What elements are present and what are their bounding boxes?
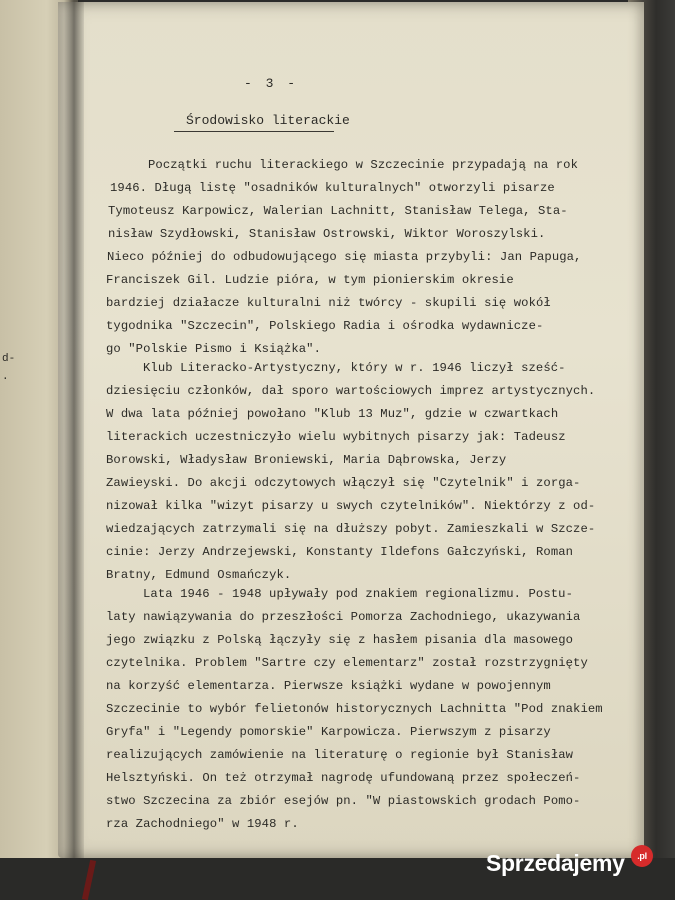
text-line: Bratny, Edmund Osmańczyk. bbox=[106, 568, 292, 582]
text-line: literackich uczestniczyło wielu wybitnych pisarzy jak: Tadeusz bbox=[106, 430, 566, 444]
text-line: bardziej działacze kulturalni niż twórcy - skupili się wokół bbox=[106, 296, 551, 310]
text-line: jego związku z Polską łączyły się z hasłem pisania dla masowego bbox=[106, 633, 574, 647]
text-line: wiedzających zatrzymali się na dłuższy pobyt. Zamieszkali w Szcze- bbox=[106, 522, 596, 536]
text-line: nizował kilka "wizyt pisarzy u swych czytelników". Niektórzy z od- bbox=[106, 499, 596, 513]
watermark bbox=[486, 850, 647, 877]
page-number: - 3 - bbox=[244, 76, 299, 91]
text-line: nisław Szydłowski, Stanisław Ostrowski, Wiktor Woroszylski. bbox=[108, 227, 546, 241]
watermark-text: Sprzedajemy bbox=[486, 850, 625, 876]
text-line: Franciszek Gil. Ludzie pióra, w tym pionierskim okresie bbox=[106, 273, 514, 287]
text-line: cinie: Jerzy Andrzejewski, Konstanty Ildefons Gałczyński, Roman bbox=[106, 545, 574, 559]
text-line: Helsztyński. On też otrzymał nagrodę ufundowaną przez społeczeń- bbox=[106, 771, 581, 785]
text-line: W dwa lata później powołano "Klub 13 Muz", gdzie w czwartkach bbox=[106, 407, 559, 421]
text-line: 1946. Długą listę "osadników kulturalnych" otworzyli pisarze bbox=[110, 181, 555, 195]
watermark-badge: .pl bbox=[631, 845, 653, 867]
text-line: Borowski, Władysław Broniewski, Maria Dąbrowska, Jerzy bbox=[106, 453, 507, 467]
text-line: Tymoteusz Karpowicz, Walerian Lachnitt, Stanisław Telega, Sta- bbox=[108, 204, 568, 218]
text-line: na korzyść elementarza. Pierwsze książki wydane w powojennym bbox=[106, 679, 551, 693]
text-line: rza Zachodniego" w 1948 r. bbox=[106, 817, 299, 831]
text-line: Nieco później do odbudowującego się miasta przybyli: Jan Papuga, bbox=[107, 250, 582, 264]
text-line: Gryfa" i "Legendy pomorskie" Karpowicza. Pierwszym z pisarzy bbox=[106, 725, 551, 739]
left-page-fragment: . bbox=[2, 371, 9, 383]
heading-underline bbox=[174, 131, 334, 132]
text-line: Początki ruchu literackiego w Szczecinie przypadają na rok bbox=[148, 158, 578, 172]
text-line: go "Polskie Pismo i Książka". bbox=[106, 342, 321, 356]
text-line: stwo Szczecina za zbiór esejów pn. "W piastowskich grodach Pomo- bbox=[106, 794, 581, 808]
section-heading: Środowisko literackie bbox=[186, 113, 350, 128]
text-line: tygodnika "Szczecin", Polskiego Radia i ośrodka wydawnicze- bbox=[106, 319, 544, 333]
text-line: Zawieyski. Do akcji odczytowych włączył się "Czytelnik" i zorga- bbox=[106, 476, 581, 490]
text-line: czytelnika. Problem "Sartre czy elementarz" został rozstrzygnięty bbox=[106, 656, 588, 670]
left-page-fragment: d- bbox=[2, 353, 16, 365]
text-line: Lata 1946 - 1948 upływały pod znakiem regionalizmu. Postu- bbox=[143, 587, 573, 601]
text-line: dziesięciu członków, dał sporo wartościowych imprez artystycznych. bbox=[106, 384, 596, 398]
text-line: Klub Literacko-Artystyczny, który w r. 1946 liczył sześć- bbox=[143, 361, 566, 375]
text-line: Szczecinie to wybór felietonów historycznych Lachnitta "Pod znakiem bbox=[106, 702, 603, 716]
text-line: realizujących zamówienie na literaturę o regionie był Stanisław bbox=[106, 748, 574, 762]
book-gutter bbox=[64, 0, 84, 880]
text-line: laty nawiązywania do przeszłości Pomorza Zachodniego, ukazywania bbox=[106, 610, 581, 624]
